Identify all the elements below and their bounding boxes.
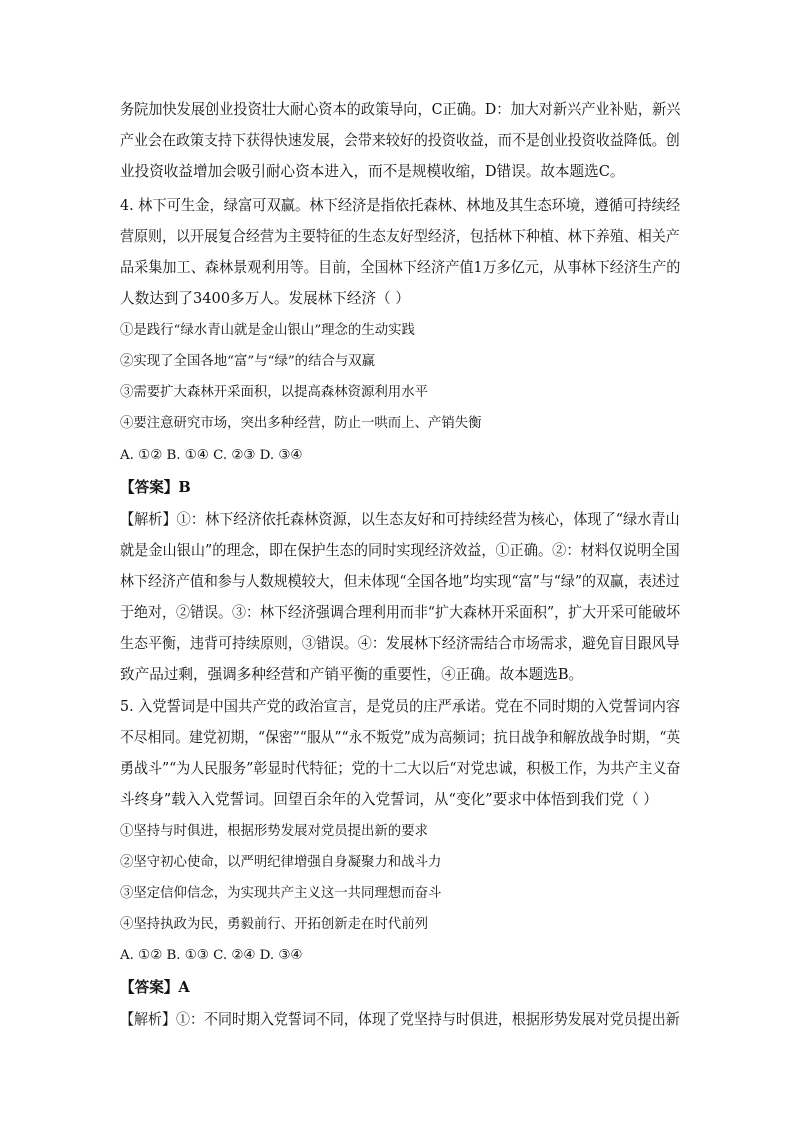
text-line: 产业会在政策支持下获得快速发展，会带来较好的投资收益，而不是创业投资收益降低。创 <box>120 132 680 149</box>
option-4: ④要注意研究市场，突出多种经营，防止一哄而上、产销失衡 <box>120 416 482 431</box>
option-2: ②坚守初心使命，以严明纪律增强自身凝聚力和战斗力 <box>120 855 442 870</box>
answer-choices: A. ①② B. ①③ C. ②④ D. ③④ <box>120 948 303 963</box>
text-line: 勇战斗”“为人民服务”彰显时代特征；党的十二大以后“对党忠诚，积极工作，为共产主义奋 <box>120 760 681 777</box>
option-4: ④坚持执政为民，勇毅前行、开拓创新走在时代前列 <box>120 917 428 932</box>
analysis-line: 致产品过剩，强调多种经营和产销平衡的重要性，④正确。故本题选B。 <box>120 666 584 683</box>
text-line: 务院加快发展创业投资壮大耐心资本的政策导向，C正确。D：加大对新兴产业补贴，新兴 <box>120 101 681 118</box>
question-5-stem: 5. 入党誓词是中国共产党的政治宣言，是党员的庄严承诺。党在不同时期的入党誓词内容 <box>120 698 681 715</box>
option-3: ③坚定信仰信念，为实现共产主义这一共同理想而奋斗 <box>120 886 442 901</box>
text-line: 品采集加工、森林景观利用等。目前，全国林下经济产值1万多亿元，从事林下经济生产的 <box>120 259 681 276</box>
answer-label: 【答案】B <box>120 479 191 496</box>
analysis-line: 就是金山银山”的理念，即在保护生态的同时实现经济效益，①正确。②：材料仅说明全国 <box>120 542 680 559</box>
answer-choices: A. ①② B. ①④ C. ②③ D. ③④ <box>120 448 303 463</box>
text-line: 斗终身”载入入党誓词。回望百余年的入党誓词，从“变化”要求中体悟到我们党（ ） <box>120 791 658 808</box>
option-1: ①坚持与时俱进，根据形势发展对党员提出新的要求 <box>120 824 428 839</box>
option-1: ①是践行“绿水青山就是金山银山”理念的生动实践 <box>120 323 415 338</box>
text-line: 业投资收益增加会吸引耐心资本进入，而不是规模收缩，D错误。故本题选C。 <box>120 163 625 180</box>
analysis-line: 生态平衡，违背可持续原则，③错误。④：发展林下经济需结合市场需求，避免盲目跟风导 <box>120 635 680 652</box>
text-line: 不尽相同。建党初期，“保密”“服从”“永不叛党”成为高频词；抗日战争和解放战争时期，“英 <box>120 729 681 746</box>
option-3: ③需要扩大森林开采面积，以提高森林资源利用水平 <box>120 385 428 400</box>
answer-label: 【答案】A <box>120 979 190 996</box>
analysis-line: 林下经济产值和参与人数规模较大，但未体现“全国各地”均实现“富”与“绿”的双赢，表述过 <box>120 573 680 590</box>
question-4-stem: 4. 林下可生金，绿富可双赢。林下经济是指依托森林、林地及其生态环境，遵循可持续经 <box>120 197 681 214</box>
analysis-line: 【解析】①：林下经济依托森林资源，以生态友好和可持续经营为核心，体现了“绿水青山 <box>120 511 680 528</box>
text-line: 营原则，以开展复合经营为主要特征的生态友好型经济，包括林下种植、林下养殖、相关产 <box>120 228 680 245</box>
analysis-line: 【解析】①：不同时期入党誓词不同，体现了党坚持与时俱进，根据形势发展对党员提出新 <box>120 1011 680 1028</box>
analysis-line: 于绝对，②错误。③：林下经济强调合理利用而非“扩大森林开采面积”，扩大开采可能破坏 <box>120 604 681 621</box>
text-line: 人数达到了3400多万人。发展林下经济（ ） <box>120 290 410 307</box>
option-2: ②实现了全国各地“富”与“绿”的结合与双赢 <box>120 354 376 369</box>
